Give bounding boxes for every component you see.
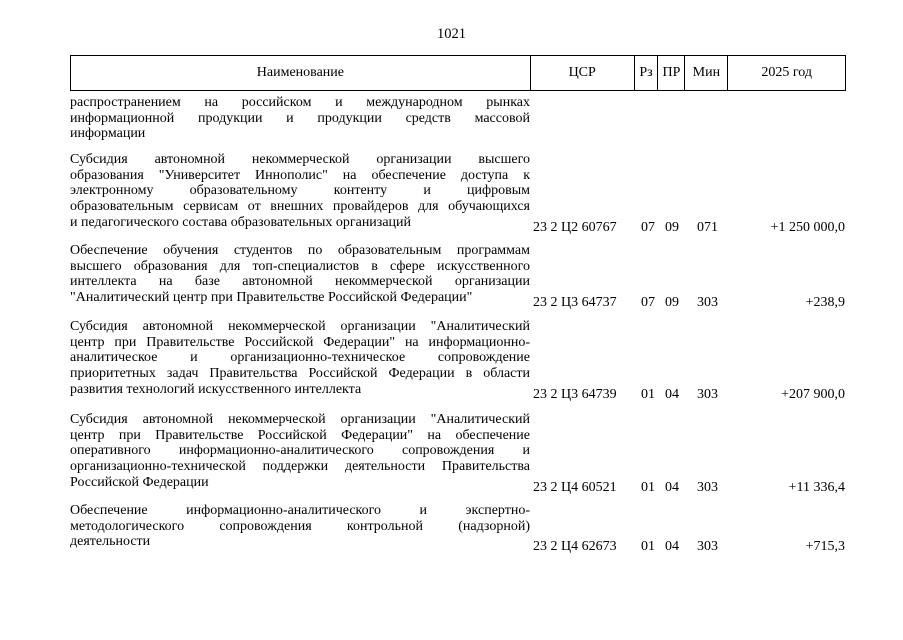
csr-code: 23 2 Ц2 60767 (533, 220, 617, 235)
header-rz: Рз (634, 56, 658, 90)
description-line: аналитическое и организационно-техническое сопровождение (70, 350, 530, 366)
description-line: оперативного информационно-аналитического сопровождения и (70, 443, 530, 459)
min-code: 303 (697, 539, 718, 554)
description-line: Субсидия автономной некоммерческой организации высшего (70, 152, 530, 167)
description-line: Субсидия автономной некоммерческой организации "Аналитический (70, 412, 530, 427)
description-line: интеллекта на базе автономной некоммерческой организации (70, 274, 530, 290)
min-code: 303 (697, 480, 718, 495)
row-description (70, 95, 530, 142)
header-pr: ПР (657, 56, 684, 90)
rz-code: 01 (641, 387, 655, 402)
csr-code: 23 2 Ц3 64737 (533, 295, 617, 310)
description-line: информационной продукции и продукции средств массовой (70, 110, 530, 126)
amount-2025: +1 250 000,0 (770, 220, 845, 235)
pr-code: 04 (665, 539, 679, 554)
csr-code: 23 2 Ц4 62673 (533, 539, 617, 554)
min-code: 303 (697, 295, 718, 310)
description-line: и педагогического состава образовательных организаций (70, 214, 412, 230)
description-line: организационно-технической поддержки деятельности Правительства (70, 459, 530, 475)
description-line: центр при Правительстве Российской Федерации" на обеспечение (70, 427, 530, 443)
description-line: высшего образования для топ-специалистов в сфере искусственного (70, 258, 530, 274)
pr-code: 04 (665, 480, 679, 495)
row-description (70, 152, 530, 231)
description-line: деятельности (70, 534, 151, 550)
csr-code: 23 2 Ц3 64739 (533, 387, 617, 402)
row-description (70, 503, 530, 550)
description-line: информации (70, 126, 146, 142)
pr-code: 09 (665, 220, 679, 235)
amount-2025: +207 900,0 (781, 387, 845, 402)
amount-2025: +11 336,4 (788, 480, 845, 495)
description-line: распространением на российском и международном рынках (70, 95, 530, 110)
description-line: "Аналитический центр при Правительстве Российской Федерации" (70, 290, 473, 306)
pr-code: 04 (665, 387, 679, 402)
description-line: Обеспечение обучения студентов по образовательным программам (70, 243, 530, 258)
description-line: Российской Федерации (70, 474, 209, 490)
description-line: Обеспечение информационно-аналитического и экспертно- (70, 503, 530, 518)
min-code: 071 (697, 220, 718, 235)
header-csr: ЦСР (530, 56, 634, 90)
amount-2025: +238,9 (805, 295, 845, 310)
rz-code: 07 (641, 220, 655, 235)
description-line: приоритетных задач Правительства Российской Федерации в области (70, 366, 530, 382)
row-description (70, 319, 530, 398)
min-code: 303 (697, 387, 718, 402)
row-description (70, 412, 530, 491)
row-description (70, 243, 530, 306)
description-line: Субсидия автономной некоммерческой организации "Аналитический (70, 319, 530, 334)
header-min: Мин (684, 56, 727, 90)
rz-code: 01 (641, 539, 655, 554)
rz-code: 01 (641, 480, 655, 495)
amount-2025: +715,3 (805, 539, 845, 554)
csr-code: 23 2 Ц4 60521 (533, 480, 617, 495)
header-year: 2025 год (727, 56, 845, 90)
description-line: методологического сопровождения контрольной (надзорной) (70, 518, 530, 534)
page-number: 1021 (437, 26, 466, 42)
description-line: центр при Правительстве Российской Федерации" на информационно- (70, 334, 530, 350)
description-line: образования "Университет Иннополис" на обеспечение доступа к (70, 167, 530, 183)
header-name: Наименование (256, 65, 345, 80)
rz-code: 07 (641, 295, 655, 310)
pr-code: 09 (665, 295, 679, 310)
table-header (70, 55, 846, 91)
description-line: образовательным сервисам от внешних провайдеров для обучающихся (70, 199, 530, 215)
description-line: развития технологий искусственного интеллекта (70, 381, 362, 397)
description-line: электронному образовательному контенту и цифровым (70, 183, 530, 199)
